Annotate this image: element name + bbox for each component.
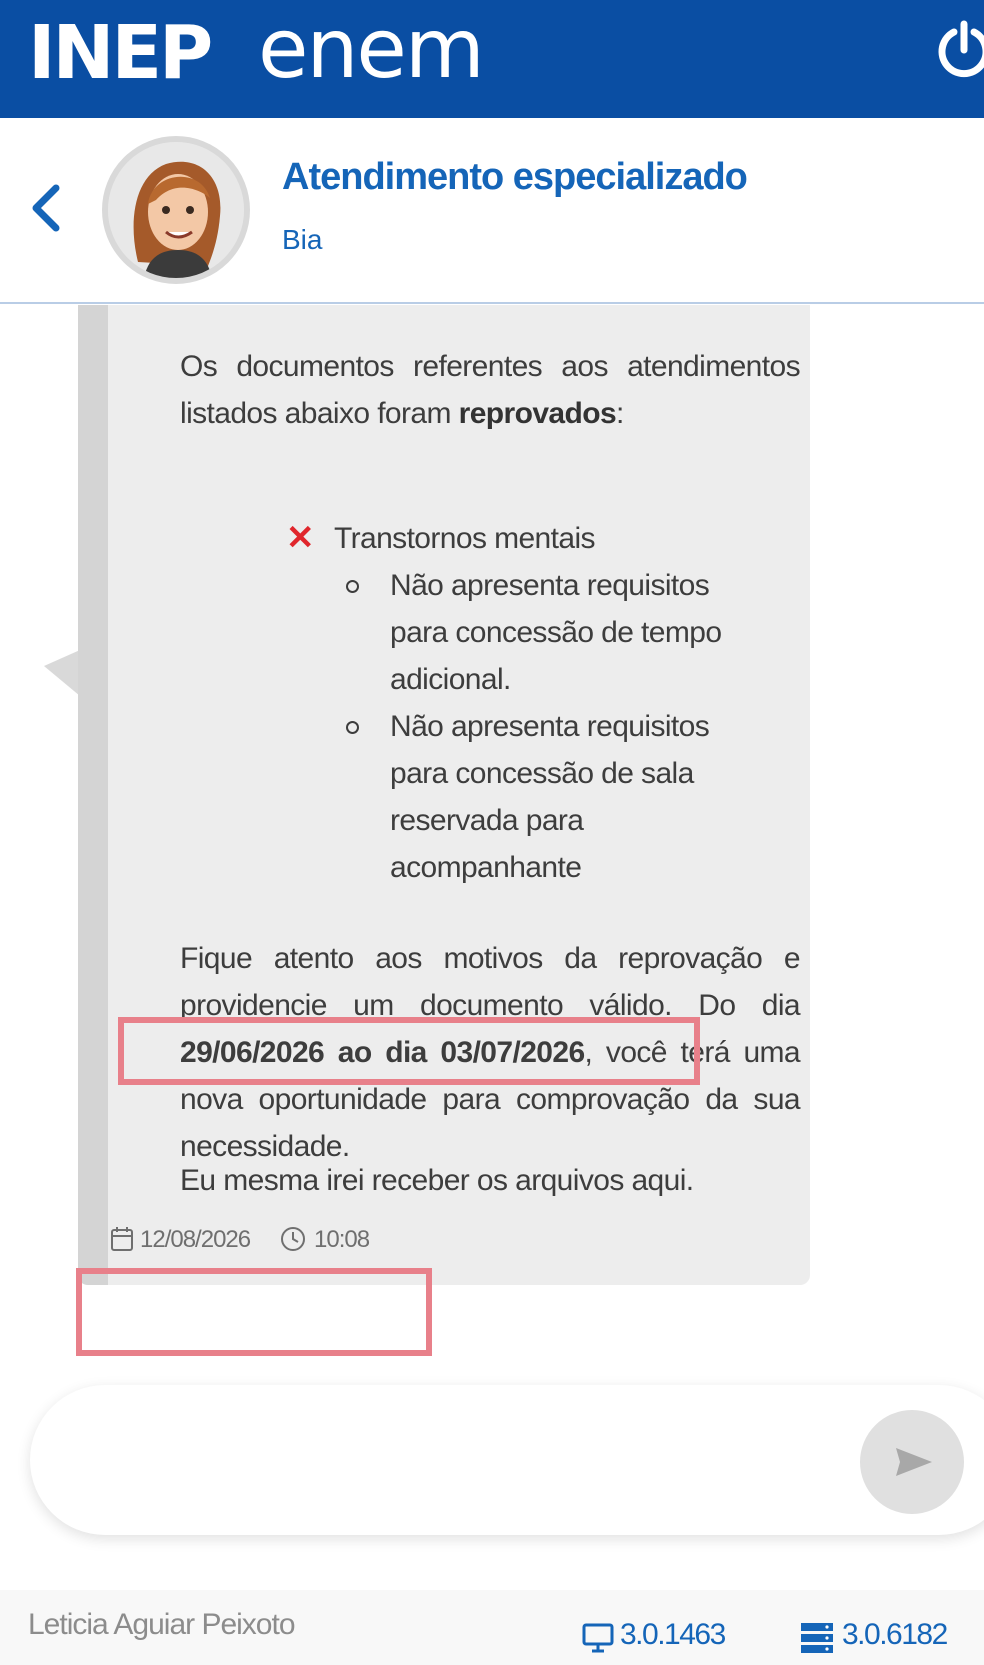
intro-text: Os documentos referentes aos atendimentos listados abaixo foram: [180, 350, 800, 430]
monitor-icon: [582, 1622, 614, 1654]
avatar: [102, 136, 250, 284]
enem-logo: enem: [258, 2, 483, 97]
clock-icon: [280, 1226, 306, 1252]
chevron-left-icon[interactable]: [26, 178, 66, 238]
intro-bold: reprovados: [458, 397, 617, 430]
chat-title: Atendimento especializado: [282, 156, 747, 198]
chat-header: [0, 118, 984, 304]
bubble-tail: [44, 650, 80, 696]
footer: [0, 1590, 984, 1665]
circle-bullet-icon: [346, 721, 359, 734]
send-button[interactable]: [860, 1410, 964, 1514]
message-time: 10:08: [314, 1226, 370, 1253]
reason-text: Não apresenta requisitos para concessão de sala reservada para acompanhante: [390, 710, 710, 884]
reason-item: [346, 562, 766, 703]
reason-text: Não apresenta requisitos para concessão de tempo adicional.: [390, 569, 722, 696]
message-composer: [30, 1385, 984, 1535]
message-date: 12/08/2026: [140, 1226, 251, 1253]
message-bubble: [78, 305, 810, 1285]
timestamp-highlight-box: [76, 1268, 432, 1356]
front-version: 3.0.1463: [620, 1618, 725, 1651]
x-mark-icon: ✕: [286, 519, 314, 557]
message-timestamp: [104, 1210, 424, 1270]
circle-bullet-icon: [346, 580, 359, 593]
inep-logo: INEP: [28, 10, 211, 96]
power-icon[interactable]: [936, 20, 984, 80]
user-name: Leticia Aguiar Peixoto: [28, 1608, 295, 1641]
message-input[interactable]: [70, 1425, 830, 1495]
reason-item: [346, 703, 766, 891]
deadline-text: Fique atento aos motivos da reprovação e providencie um documento válido. Do dia: [180, 942, 800, 1022]
reasons-list: [346, 562, 766, 891]
intro-after: :: [616, 397, 624, 430]
calendar-icon: [110, 1226, 134, 1252]
send-icon: [860, 1410, 964, 1514]
deadline-after: , você terá uma nova oportunidade para comprovação da sua necessidade.: [180, 1036, 800, 1163]
back-version: 3.0.6182: [842, 1618, 947, 1651]
rejected-label: Transtornos mentais: [334, 522, 595, 555]
server-icon: [800, 1622, 834, 1654]
top-bar: [0, 0, 984, 118]
message-intro: [180, 343, 800, 437]
agent-name: Bia: [282, 224, 323, 255]
date-highlight-box: [118, 1017, 700, 1085]
message-closing: Eu mesma irei receber os arquivos aqui.: [180, 1164, 694, 1197]
date-range: 29/06/2026 ao dia 03/07/2026: [180, 1036, 585, 1069]
